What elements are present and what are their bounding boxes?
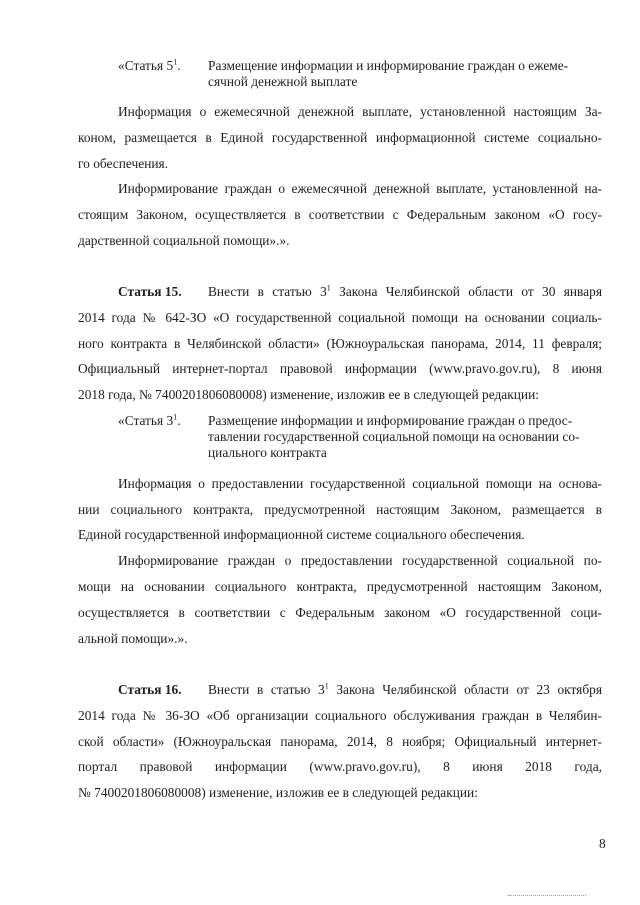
article-15-line-1: Внести в статью $3^1$ Закона Челябинской области от 30 января	[208, 283, 602, 299]
article-15-line-5: 2018 года, № 7400201806080008) изменение, изложив ее в следующей редакции:	[78, 387, 539, 402]
page-number: 8	[599, 836, 606, 851]
article-15-para-1-line-2: нии социального контракта, предусмотренной настоящим Законом, размещается в	[78, 502, 602, 517]
article-3-1-title-line-3: циального контракта	[208, 445, 327, 460]
article-5-1-para-2-line-1: Информирование граждан о ежемесячной денежной выплате, установленной на-	[118, 181, 602, 196]
article-16-line-2: 2014 года № 36-ЗО «Об организации социального обслуживания граждан в Челябин-	[78, 708, 602, 723]
article-5-1-label: «Статья $5^1$.	[118, 57, 181, 73]
article-3-1-title-line-2: тавлении государственной социальной помощи на основании со-	[208, 429, 580, 444]
article-15-para-2-line-2: мощи на основании социального контракта, предусмотренной настоящим Законом,	[78, 579, 602, 594]
scan-artifact-line	[508, 895, 586, 897]
article-15-para-2-line-1: Информирование граждан о предоставлении государственной социальной по-	[118, 553, 602, 568]
article-15-heading: Статья 15.	[118, 284, 182, 299]
article-5-1-para-2-line-2: стоящим Законом, осуществляется в соответствии с Федеральным законом «О госу-	[78, 207, 602, 222]
article-16-line-1: Внести в статью $3^1$ Закона Челябинской области от 23 октября	[208, 681, 602, 697]
article-5-1-title-line-2: сячной денежной выплате	[208, 74, 358, 89]
article-5-1-title-line-1: Размещение информации и информирование граждан о ежеме-	[208, 58, 569, 73]
article-16-line-4: портал правовой информации (www.pravo.gov.ru), 8 июня 2018 года,	[78, 759, 602, 774]
article-16-line-5: № 7400201806080008) изменение, изложив ее в следующей редакции:	[78, 785, 478, 800]
article-15-para-1-line-3: Единой государственной информационной системе социального обеспечения.	[78, 527, 525, 542]
article-5-1-para-1-line-3: го обеспечения.	[78, 156, 169, 171]
article-3-1-label: «Статья $3^1$.	[118, 412, 181, 428]
article-15-para-2-line-3: осуществляется в соответствии с Федеральным законом «О государственной соци-	[78, 605, 602, 620]
article-5-1-para-1-line-2: коном, размещается в Единой государственной информационной системе социально-	[78, 130, 602, 145]
article-5-1-para-2-line-3: дарственной социальной помощи».».	[78, 233, 290, 248]
article-15-line-2: 2014 года № 642-ЗО «О государственной социальной помощи на основании социаль-	[78, 310, 602, 325]
article-15-para-1-line-1: Информация о предоставлении государственной социальной помощи на основа-	[118, 476, 602, 491]
article-16-heading: Статья 16.	[118, 682, 182, 697]
article-15-para-2-line-4: альной помощи».».	[78, 631, 188, 646]
article-3-1-title-line-1: Размещение информации и информирование граждан о предос-	[208, 413, 573, 428]
article-5-1-para-1-line-1: Информация о ежемесячной денежной выплате, установленной настоящим За-	[118, 104, 602, 119]
article-16-line-3: ской области» (Южноуральская панорама, 2014, 8 ноября; Официальный интернет-	[78, 734, 602, 749]
article-15-line-4: Официальный интернет-портал правовой информации (www.pravo.gov.ru), 8 июня	[78, 361, 602, 376]
article-15-line-3: ного контракта в Челябинской области» (Южноуральская панорама, 2014, 11 февраля;	[78, 336, 602, 351]
